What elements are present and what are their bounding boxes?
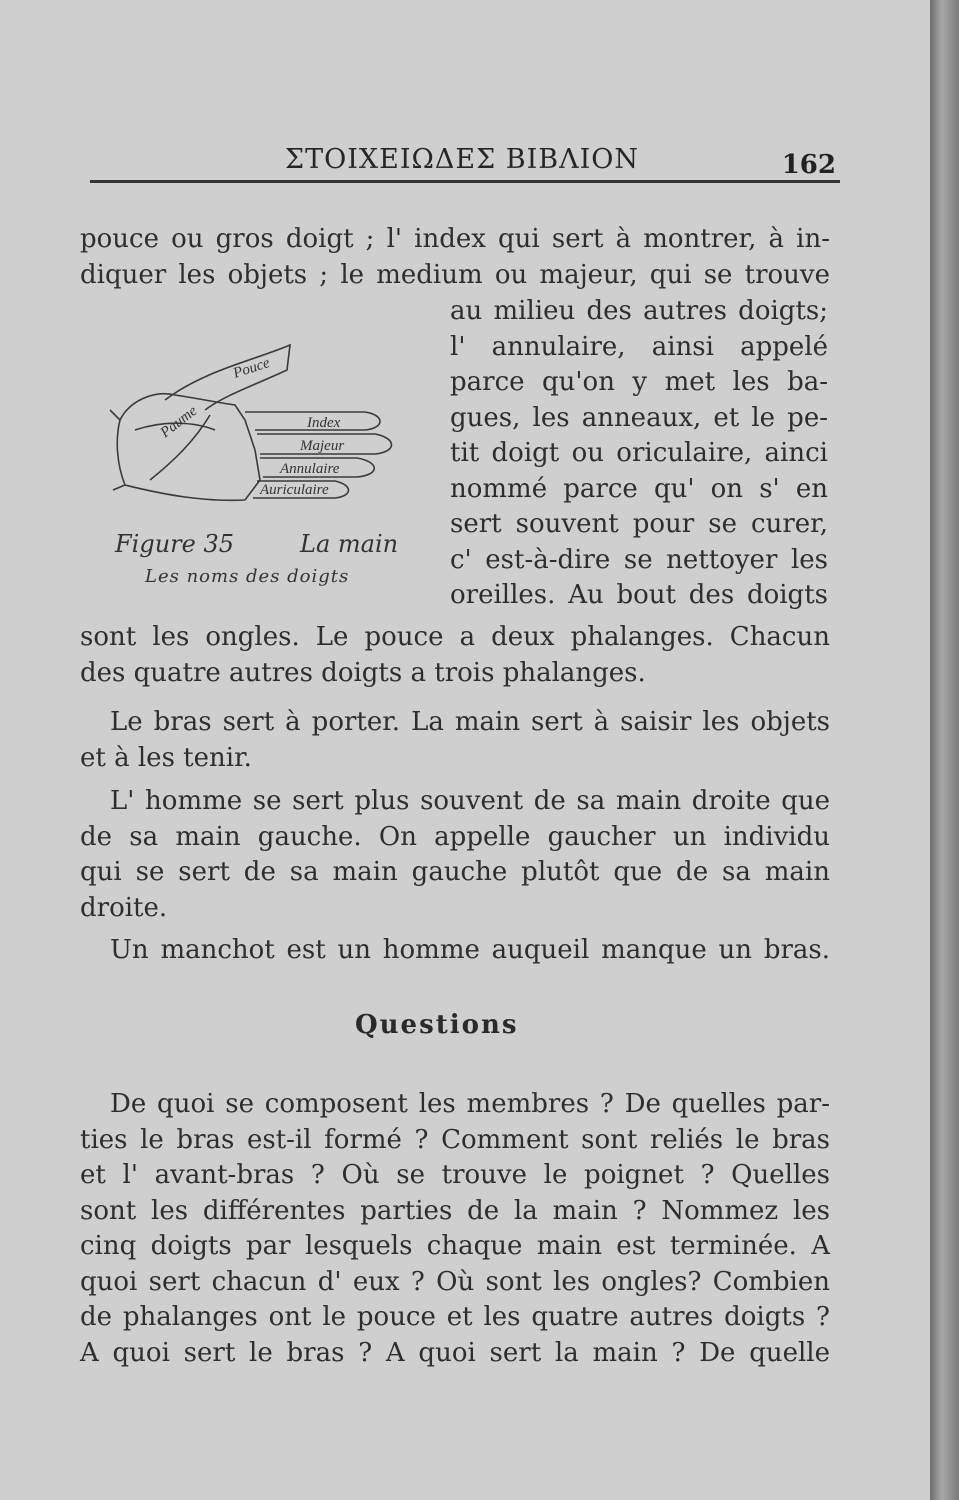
text-line: et l' avant-bras ? Où se trouve le poignet ? Quelles xyxy=(80,1160,830,1190)
hand-figure xyxy=(95,330,435,600)
text-line: des quatre autres doigts a trois phalanges. xyxy=(80,657,646,688)
continuation-lines xyxy=(80,620,830,691)
header-rule xyxy=(90,180,840,183)
label-paume: Paume xyxy=(157,402,201,442)
figure-title: La main xyxy=(300,530,399,558)
running-title: ΣΤΟΙΧΕΙΩΔΕΣ ΒΙΒΛΙΟΝ xyxy=(285,144,640,175)
text-line: c' est-à-dire se nettoyer les xyxy=(450,544,828,575)
label-majeur: Majeur xyxy=(300,438,345,454)
text-line: et à les tenir. xyxy=(80,742,252,773)
text-line: pouce ou gros doigt ; l' index qui sert à montrer, à in- xyxy=(80,224,830,254)
text-line: au milieu des autres doigts; xyxy=(450,296,828,326)
text-line: ties le bras est-il formé ? Comment sont reliés le bras xyxy=(80,1124,830,1155)
text-line: A quoi sert le bras ? A quoi sert la main ? De quelle xyxy=(80,1337,830,1368)
label-annulaire: Annulaire xyxy=(280,461,340,477)
wrapped-text xyxy=(450,294,828,614)
paragraph-4 xyxy=(80,933,830,969)
text-line: sert souvent pour se curer, xyxy=(450,509,828,539)
text-line: sont les ongles. Le pouce a deux phalanges. Chacun xyxy=(80,622,830,652)
page-number: 162 xyxy=(781,150,836,180)
text-line: sont les différentes parties de la main ? Nommez les xyxy=(80,1195,830,1226)
text-line: tit doigt ou oriculaire, ainci xyxy=(450,438,828,468)
label-auriculaire: Auriculaire xyxy=(260,482,329,498)
intro-lines xyxy=(80,222,830,293)
text-line: droite. xyxy=(80,892,168,923)
text-line: de sa main gauche. On appelle gaucher un individu xyxy=(80,821,830,852)
text-line: cinq doigts par lesquels chaque main est terminée. A xyxy=(80,1231,830,1261)
text-line: Un manchot est un homme auqueil manque un bras. xyxy=(110,935,830,965)
text-line: De quoi se composent les membres ? De quelles par- xyxy=(110,1089,830,1119)
figure-number: Figure 35 xyxy=(115,530,234,558)
text-line: l' annulaire, ainsi appelé xyxy=(450,331,828,362)
figure-subtitle: Les noms des doigts xyxy=(145,566,350,587)
text-line: quoi sert chacun d' eux ? Où sont les ongles? Combien xyxy=(80,1266,830,1297)
page-edge xyxy=(930,0,959,1500)
text-line: parce qu'on y met les ba- xyxy=(450,367,828,397)
running-head xyxy=(90,138,850,178)
text-line: Le bras sert à porter. La main sert à saisir les objets xyxy=(110,707,830,737)
hand-drawing xyxy=(95,330,435,530)
label-pouce: Pouce xyxy=(231,355,272,382)
paragraph-3 xyxy=(80,784,830,926)
questions-heading: Questions xyxy=(355,1010,519,1040)
text-line: diquer les objets ; le medium ou majeur, qui se trouve xyxy=(80,259,830,290)
text-line: de phalanges ont le pouce et les quatre autres doigts ? xyxy=(80,1302,830,1332)
text-line: L' homme se sert plus souvent de sa main droite que xyxy=(110,786,830,816)
text-line: nommé parce qu' on s' en xyxy=(450,473,828,504)
text-line: qui se sert de sa main gauche plutôt que de sa main xyxy=(80,857,830,887)
paragraph-2 xyxy=(80,705,830,776)
label-index: Index xyxy=(307,415,341,431)
text-line: gues, les anneaux, et le pe- xyxy=(450,402,828,433)
questions-text xyxy=(80,1087,830,1371)
text-line: oreilles. Au bout des doigts xyxy=(450,580,828,610)
